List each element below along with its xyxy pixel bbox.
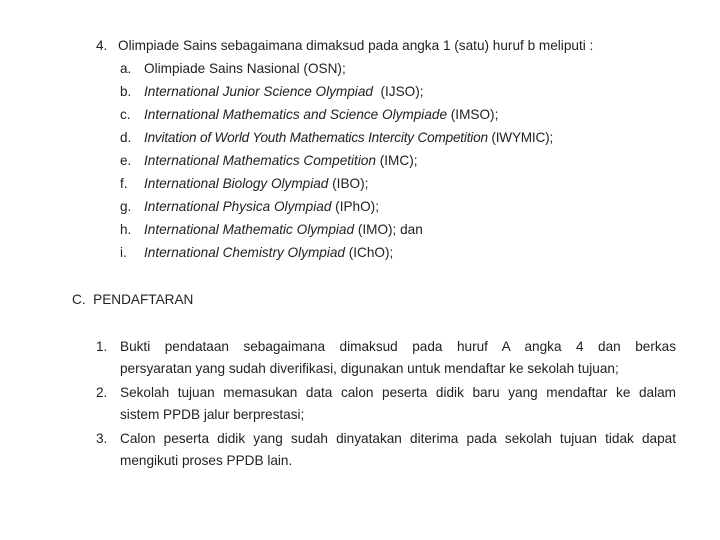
item-rest-text: (IJSO); [372, 84, 424, 99]
item-number: 2. [96, 385, 108, 400]
item-italic-text: International Mathematic Olympiad [144, 222, 355, 237]
item-text [144, 128, 553, 148]
item-rest-text: (IChO); [344, 245, 394, 260]
item-text [144, 220, 423, 240]
section-heading: C. PENDAFTARAN [72, 292, 194, 307]
item-italic-text: International Mathematics and Science Olympiade [144, 107, 447, 122]
item-italic-text: International Physica Olympiad [144, 199, 332, 214]
item-text [144, 174, 368, 194]
item-letter: d. [120, 130, 132, 145]
item-letter: e. [120, 153, 132, 168]
item-italic-text: International Junior Science Olympiad [144, 84, 373, 99]
item-letter: f. [120, 176, 128, 191]
item-text-line2: persyaratan yang sudah diverifikasi, digunakan untuk mendaftar ke sekolah tujuan; [120, 361, 619, 376]
item-rest-text: (IMC); [375, 153, 418, 168]
item-text [144, 105, 498, 125]
item-number: 3. [96, 431, 108, 446]
item-text: Olimpiade Sains sebagaimana dimaksud pada angka 1 (satu) huruf b meliputi : [118, 38, 594, 53]
item-number: 4. [96, 38, 108, 53]
item-text-line1: Bukti pendataan sebagaimana dimaksud pada huruf A angka 4 dan berkas [120, 339, 676, 354]
item-italic-text: International Chemistry Olympiad [144, 245, 345, 260]
item-rest-text: (IMSO); [447, 107, 499, 122]
item-italic-text: International Biology Olympiad [144, 176, 329, 191]
item-text-line2: mengikuti proses PPDB lain. [120, 453, 293, 468]
item-italic-text: Invitation of World Youth Mathematics Intercity Competition [144, 130, 488, 145]
item-letter: h. [120, 222, 132, 237]
item-rest-text: (IMO); dan [354, 222, 423, 237]
item-letter: i. [120, 245, 127, 260]
item-letter: b. [120, 84, 132, 99]
item-rest-text: Olimpiade Sains Nasional (OSN); [144, 61, 346, 76]
item-rest-text: (IPhO); [331, 199, 379, 214]
item-number: 1. [96, 339, 108, 354]
item-rest-text: (IWYMIC); [487, 130, 554, 145]
item-italic-text: International Mathematics Competition [144, 153, 376, 168]
item-text-line1: Sekolah tujuan memasukan data calon peserta didik baru yang mendaftar ke dalam [120, 385, 676, 400]
item-text-line1: Calon peserta didik yang sudah dinyatakan diterima pada sekolah tujuan tidak dapat [120, 431, 676, 446]
item-text [144, 82, 424, 102]
item-text [144, 59, 346, 79]
item-text [144, 151, 418, 171]
item-letter: a. [120, 61, 132, 76]
item-text [144, 197, 379, 217]
item-rest-text: (IBO); [328, 176, 369, 191]
item-letter: g. [120, 199, 132, 214]
item-text-line2: sistem PPDB jalur berprestasi; [120, 407, 305, 422]
item-text [144, 243, 393, 263]
item-letter: c. [120, 107, 131, 122]
